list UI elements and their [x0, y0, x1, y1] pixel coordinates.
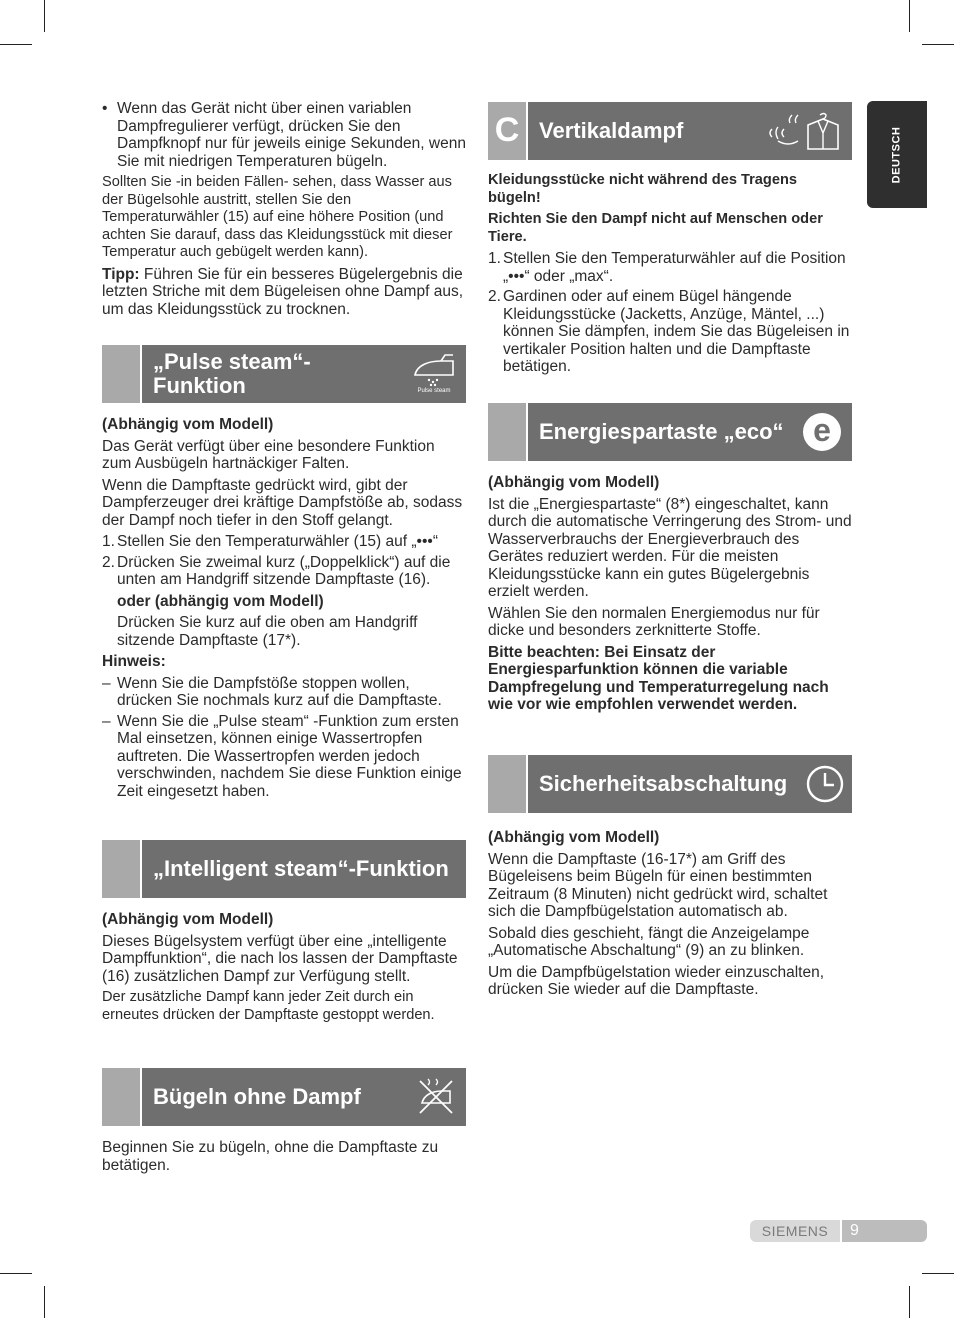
safety-title: Sicherheitsabschaltung: [539, 771, 788, 796]
note-label: Hinweis:: [102, 653, 166, 670]
safety-paragraph-2: Sobald dies geschieht, fängt die Anzeigelampe „Automatische Abschaltung“ (9) an zu blinken.: [488, 924, 810, 959]
pulse-steam-icon: [402, 345, 466, 403]
pulse-steam-icon-caption: Pulse steam: [417, 388, 451, 394]
clock-icon: [798, 755, 852, 813]
step-number: 1.: [488, 250, 501, 267]
eco-paragraph-1: Ist die „Energiespartaste“ (8*) eingeschaltet, kann durch die automatische Verringerung des Strom- und Wasserverbrauchs der Energieverbrauch des Gerätes reduziert werden. Für die meisten Kleidungsstücke kann ein gutes Bügelergebnis erzielt werden.: [488, 495, 852, 600]
eco-icon: [792, 403, 852, 461]
header-tab: [488, 403, 528, 461]
model-dependency-note: (Abhängig vom Modell): [102, 911, 274, 928]
pulse-step-1: [102, 533, 466, 551]
no-steam-paragraph: Beginnen Sie zu bügeln, ohne die Dampftaste zu betätigen.: [102, 1139, 439, 1174]
bullet-marker: •: [102, 100, 108, 117]
intelligent-steam-title: „Intelligent steam“-Funktion: [153, 856, 449, 881]
step-text: Stellen Sie den Temperaturwähler (15) auf „•••“: [117, 533, 438, 550]
step-number: 2.: [488, 288, 501, 305]
header-tab: [488, 755, 528, 813]
intelligent-paragraph-2: Der zusätzliche Dampf kann jeder Zeit durch ein erneutes drücken der Dampftaste gestoppt werden.: [102, 989, 435, 1023]
vertical-steam-section: [488, 102, 852, 160]
pulse-step-2: [102, 554, 466, 650]
dash-marker: –: [102, 674, 111, 692]
safety-paragraph-3: Um die Dampfbügelstation wieder einzuschalten, drücken Sie wieder auf die Dampftaste.: [488, 963, 825, 998]
language-tab: [867, 101, 927, 208]
safety-header: [488, 755, 852, 813]
tip-text: Führen Sie für ein besseres Bügelergebnis die letzten Striche mit dem Bügeleisen ohne Dampf aus, um das Kleidungsstück zu trocknen.: [102, 265, 463, 318]
vertical-steam-title: Vertikaldampf: [539, 118, 684, 143]
eco-e-icon: [803, 413, 841, 451]
no-steam-section: [102, 1068, 466, 1126]
intro-bullet: [102, 100, 466, 170]
page-number: 9: [842, 1220, 927, 1242]
step-text: Gardinen oder auf einem Bügel hängende Kleidungsstücke (Jacketts, Anzüge, Mäntel, ...) können Sie dämpfen, indem Sie das Bügeleisen in vertikaler Position halten und die Dampftaste betätigen.: [503, 288, 850, 375]
eco-body: [488, 474, 852, 718]
no-steam-title: Bügeln ohne Dampf: [153, 1084, 361, 1109]
intelligent-paragraph-1: Dieses Bügelsystem verfügt über eine „intelligente Dampffunktion“, die nach los lassen der Dampftaste (16) zusätzlichen Dampf zur Verfügung stellt.: [102, 932, 458, 985]
model-dependency-note: (Abhängig vom Modell): [488, 474, 660, 491]
step-alternative-label: oder (abhängig vom Modell): [117, 592, 324, 610]
pulse-paragraph-2: Wenn die Dampftaste gedrückt wird, gibt der Dampferzeuger drei kräftige Dampfstöße ab, sodass der Dampf noch tiefer in den Stoff gelangt.: [102, 476, 463, 529]
safety-body: [488, 829, 852, 1003]
vertical-steam-body: [488, 172, 852, 376]
intro-paragraph: Sollten Sie -in beiden Fällen- sehen, dass Wasser aus der Bügelsohle austritt, stellen Sie den Temperaturwähler (15) auf eine höhere Position (und achten Sie darauf, dass das Kleidungsstück mit dieser Temperatur auch gebügelt werden kann).: [102, 174, 453, 260]
note-text: Wenn Sie die Dampfstöße stoppen wollen, drücken Sie nochmals kurz auf die Dampftaste.: [117, 674, 442, 709]
pulse-steam-body: [102, 416, 466, 800]
crop-mark: [909, 1286, 910, 1318]
crop-mark: [922, 1273, 954, 1274]
left-column: [102, 100, 466, 322]
crop-mark: [909, 0, 910, 32]
vertical-step-2: [488, 288, 852, 376]
vertical-steam-header: [488, 102, 852, 160]
note-text: Wenn Sie die „Pulse steam“ -Funktion zum ersten Mal einsetzen, können einige Wassertropfen auftreten. Die Wassertropfen werden jedoch verschwinden, nachdem Sie diese Funktion einige Zeit eingesetzt haben.: [117, 712, 462, 800]
brand-label: SIEMENS: [750, 1220, 840, 1242]
eco-section: [488, 403, 852, 461]
model-dependency-note: (Abhängig vom Modell): [102, 416, 274, 433]
model-dependency-note: (Abhängig vom Modell): [488, 829, 660, 846]
step-text: Drücken Sie zweimal kurz („Doppelklick“) auf die unten am Handgriff sitzende Dampftaste (16).: [117, 553, 451, 588]
crop-mark: [0, 44, 32, 45]
tip-label: Tipp:: [102, 265, 140, 283]
iron-crossed-icon: [416, 1077, 456, 1117]
header-tab: [102, 1068, 142, 1126]
step-text: Stellen Sie den Temperaturwähler auf die Position „•••“ oder „max“.: [503, 250, 846, 285]
tip-paragraph: [102, 266, 466, 319]
note-item: [102, 675, 466, 710]
eco-header: [488, 403, 852, 461]
safety-paragraph-1: Wenn die Dampftaste (16-17*) am Griff des Bügeleisens beim Bügeln für einen bestimmten Zeitraum (8 Minuten) nicht gedrückt wird, schaltet sich die Dampfbügelstation automatisch ab.: [488, 850, 828, 920]
vertical-steam-garment-icon: [764, 111, 844, 151]
intro-bullet-text: Wenn das Gerät nicht über einen variablen Dampfregulierer verfügt, drücken Sie den Dampfknopf nur für jeweils einige Sekunden, wenn Sie mit niedrigen Temperaturen bügeln.: [117, 100, 466, 170]
safety-section: [488, 755, 852, 813]
vertical-step-1: [488, 250, 852, 285]
eco-title: Energiespartaste „eco“: [539, 419, 784, 444]
eco-paragraph-2: Wählen Sie den normalen Energiemodus nur für dicke und besonders zerknitterte Stoffe.: [488, 604, 820, 639]
pulse-paragraph-1: Das Gerät verfügt über eine besondere Funktion zum Ausbügeln hartnäckiger Falten.: [102, 437, 435, 472]
intelligent-steam-header: [102, 840, 466, 898]
warning-2: Richten Sie den Dampf nicht auf Menschen oder Tiere.: [488, 211, 823, 245]
header-tab: [102, 840, 142, 898]
no-steam-icon: [406, 1068, 466, 1126]
header-tab-letter: C: [488, 102, 528, 160]
clock-icon-svg: [805, 764, 845, 804]
intelligent-steam-body: [102, 911, 466, 1028]
pulse-steam-title: „Pulse steam“-Funktion: [153, 349, 311, 398]
note-item: [102, 713, 466, 801]
eco-icon-letter: e: [813, 412, 831, 448]
no-steam-body: [102, 1139, 466, 1178]
crop-mark: [922, 44, 954, 45]
dash-marker: –: [102, 712, 111, 730]
eco-paragraph-3: Bitte beachten: Bei Einsatz der Energiesparfunktion können die variable Dampfregelung und Temperaturregelung nach wie vor wie empfohlen verwendet werden.: [488, 643, 829, 713]
intelligent-steam-section: [102, 840, 466, 898]
language-tab-label: DEUTSCH: [890, 126, 903, 183]
crop-mark: [0, 1273, 32, 1274]
vertical-steam-icon: [756, 102, 852, 160]
warning-1: Kleidungsstücke nicht während des Tragens bügeln!: [488, 172, 797, 206]
step-number: 2.: [102, 553, 115, 571]
crop-mark: [44, 0, 45, 32]
no-steam-header: [102, 1068, 466, 1126]
iron-icon: [411, 353, 457, 387]
pulse-steam-section: [102, 345, 466, 403]
pulse-steam-header: [102, 345, 466, 403]
step-alternative-text: Drücken Sie kurz auf die oben am Handgriff sitzende Dampftaste (17*).: [117, 614, 418, 649]
header-tab: [102, 345, 142, 403]
step-number: 1.: [102, 533, 115, 550]
crop-mark: [44, 1286, 45, 1318]
